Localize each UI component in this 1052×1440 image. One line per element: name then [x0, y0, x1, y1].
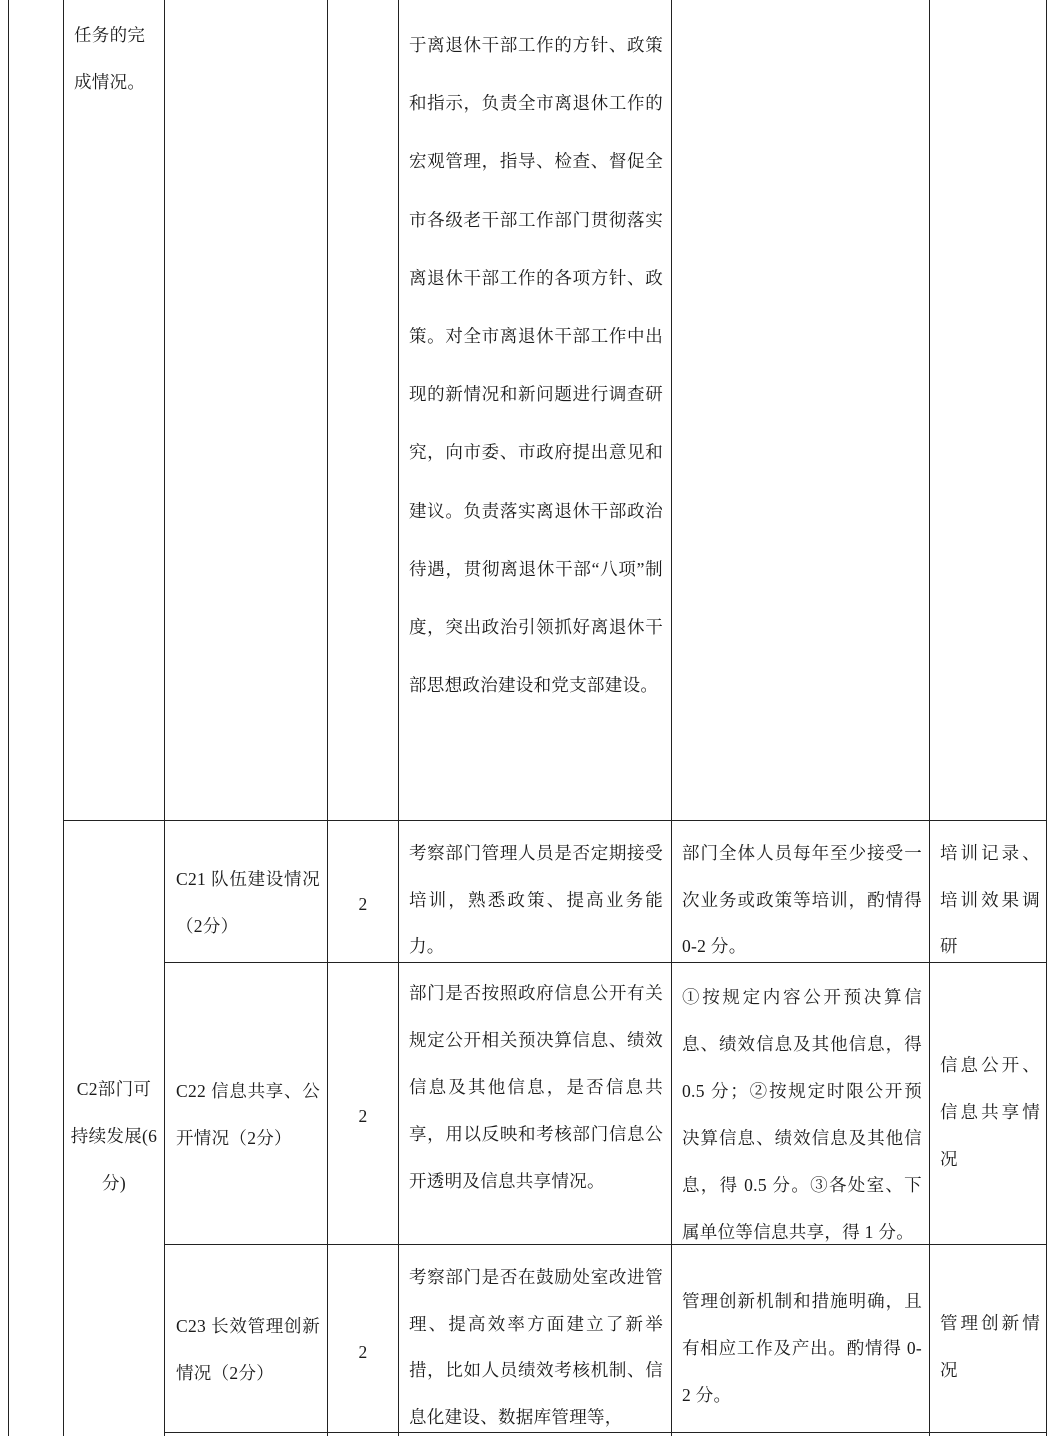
category-label: C2部门可持续发展(6分): [70, 1079, 158, 1193]
c22-evidence: 信息公开、信息共享情况: [940, 1055, 1040, 1169]
content-text: 于离退休干部工作的方针、政策和指示，负责全市离退休工作的宏观管理，指导、检查、督促全市各级老干部工作部门贯彻落实离退休干部工作的各项方针、政策。对全市离退休干部工作中出现的新情况和新问题进行调查研究，向市委、市政府提出意见和建议。负责落实离退休干部政治待遇，贯彻离退休干部“八项”制度，突出政治引领抓好离退休干部思想政治建设和党支部建设。: [409, 35, 663, 696]
c22-content: 部门是否按照政府信息公开有关规定公开相关预决算信息、绩效信息及其他信息，是否信息共享，用以反映和考核部门信息公开透明及信息共享情况。: [409, 983, 663, 1191]
c21-evidence: 培训记录、培训效果调研: [940, 843, 1040, 956]
c23-indicator-name: C23 长效管理创新情况（2分）: [176, 1316, 320, 1383]
table-border-right: [1046, 0, 1047, 1436]
c22-indicator-name: C22 信息共享、公开情况（2分）: [176, 1081, 320, 1148]
column-divider-4: [398, 0, 399, 1436]
c23-content: 考察部门是否在鼓励处室改进管理、提高效率方面建立了新举措，比如人员绩效考核机制、信息化建设、数据库管理等，: [409, 1267, 663, 1427]
c21-content: 考察部门管理人员是否定期接受培训，熟悉政策、提高业务能力。: [409, 843, 663, 956]
column-divider-6: [929, 0, 930, 1436]
c23-score: 2: [358, 1342, 368, 1362]
row-divider-1: [63, 820, 1047, 821]
column-divider-2: [164, 0, 165, 1436]
c23-standard: 管理创新机制和措施明确，且有相应工作及产出。酌情得 0-2 分。: [682, 1291, 922, 1405]
indicator-text: 任务的完成情况。: [74, 25, 146, 92]
c21-score: 2: [358, 894, 368, 914]
column-divider-1: [63, 0, 64, 1436]
c21-indicator-name: C21 队伍建设情况（2分）: [176, 869, 320, 936]
column-divider-5: [671, 0, 672, 1436]
column-divider-3: [327, 0, 328, 1436]
c23-evidence: 管理创新情况: [940, 1313, 1040, 1380]
table-border-left: [8, 0, 9, 1436]
c22-score: 2: [358, 1106, 368, 1126]
c21-standard: 部门全体人员每年至少接受一次业务或政策等培训，酌情得 0-2 分。: [682, 843, 922, 956]
c22-standard: ①按规定内容公开预决算信息、绩效信息及其他信息，得 0.5 分；②按规定时限公开预决算信息、绩效信息及其他信息，得 0.5 分。③各处室、下属单位等信息共享，得 1 分。: [682, 987, 922, 1242]
